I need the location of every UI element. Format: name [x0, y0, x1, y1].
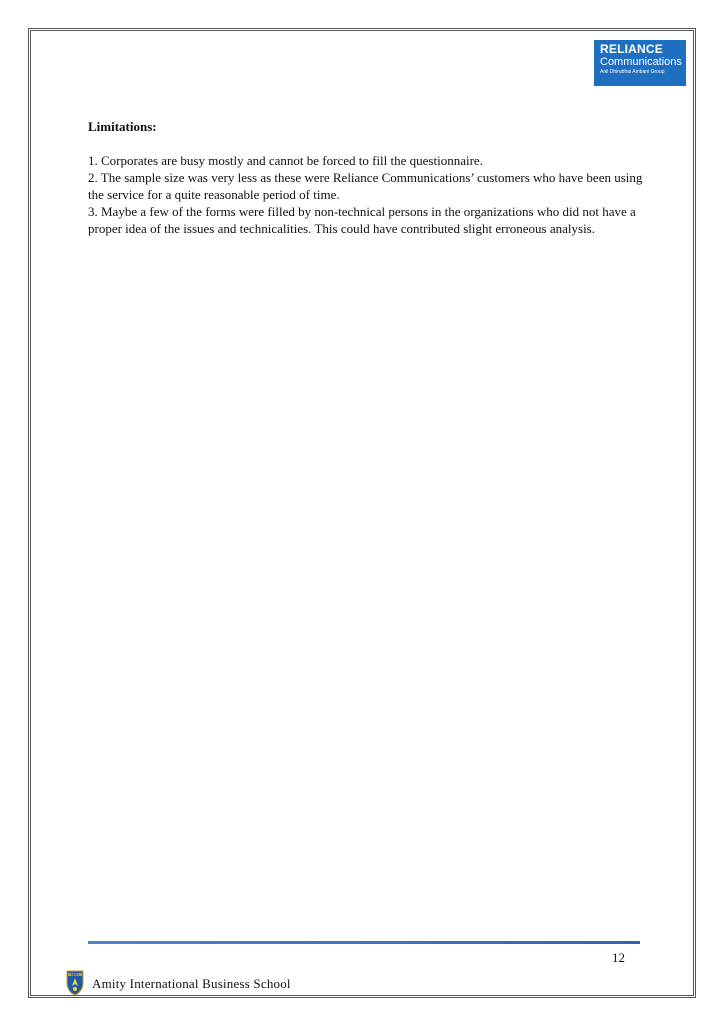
amity-logo-text: AMITY [70, 973, 80, 977]
footer-rule [88, 941, 640, 944]
reliance-communications-logo [594, 40, 686, 86]
logo-line-2: Communications [600, 56, 682, 68]
amity-shield-icon [66, 970, 84, 996]
section-heading: Limitations: [88, 119, 157, 134]
main-content [88, 118, 648, 237]
limitation-item-1: 1. Corporates are busy mostly and cannot be forced to fill the questionnaire. [88, 153, 483, 168]
limitation-item-2: 2. The sample size was very less as these were Reliance Communications’ customers who have been using the service for a quite reasonable period of time. [88, 170, 643, 202]
page-number: 12 [612, 950, 625, 965]
limitation-item-3: 3. Maybe a few of the forms were filled by non-technical persons in the organizations who did not have a proper idea of the issues and technicalities. This could have contributed slight erroneous analysis. [88, 204, 636, 236]
logo-line-3: Anil Dhirubhai Ambani Group [600, 69, 665, 75]
logo-line-1: RELIANCE [600, 42, 663, 56]
institution-name: Amity International Business School [92, 976, 291, 991]
